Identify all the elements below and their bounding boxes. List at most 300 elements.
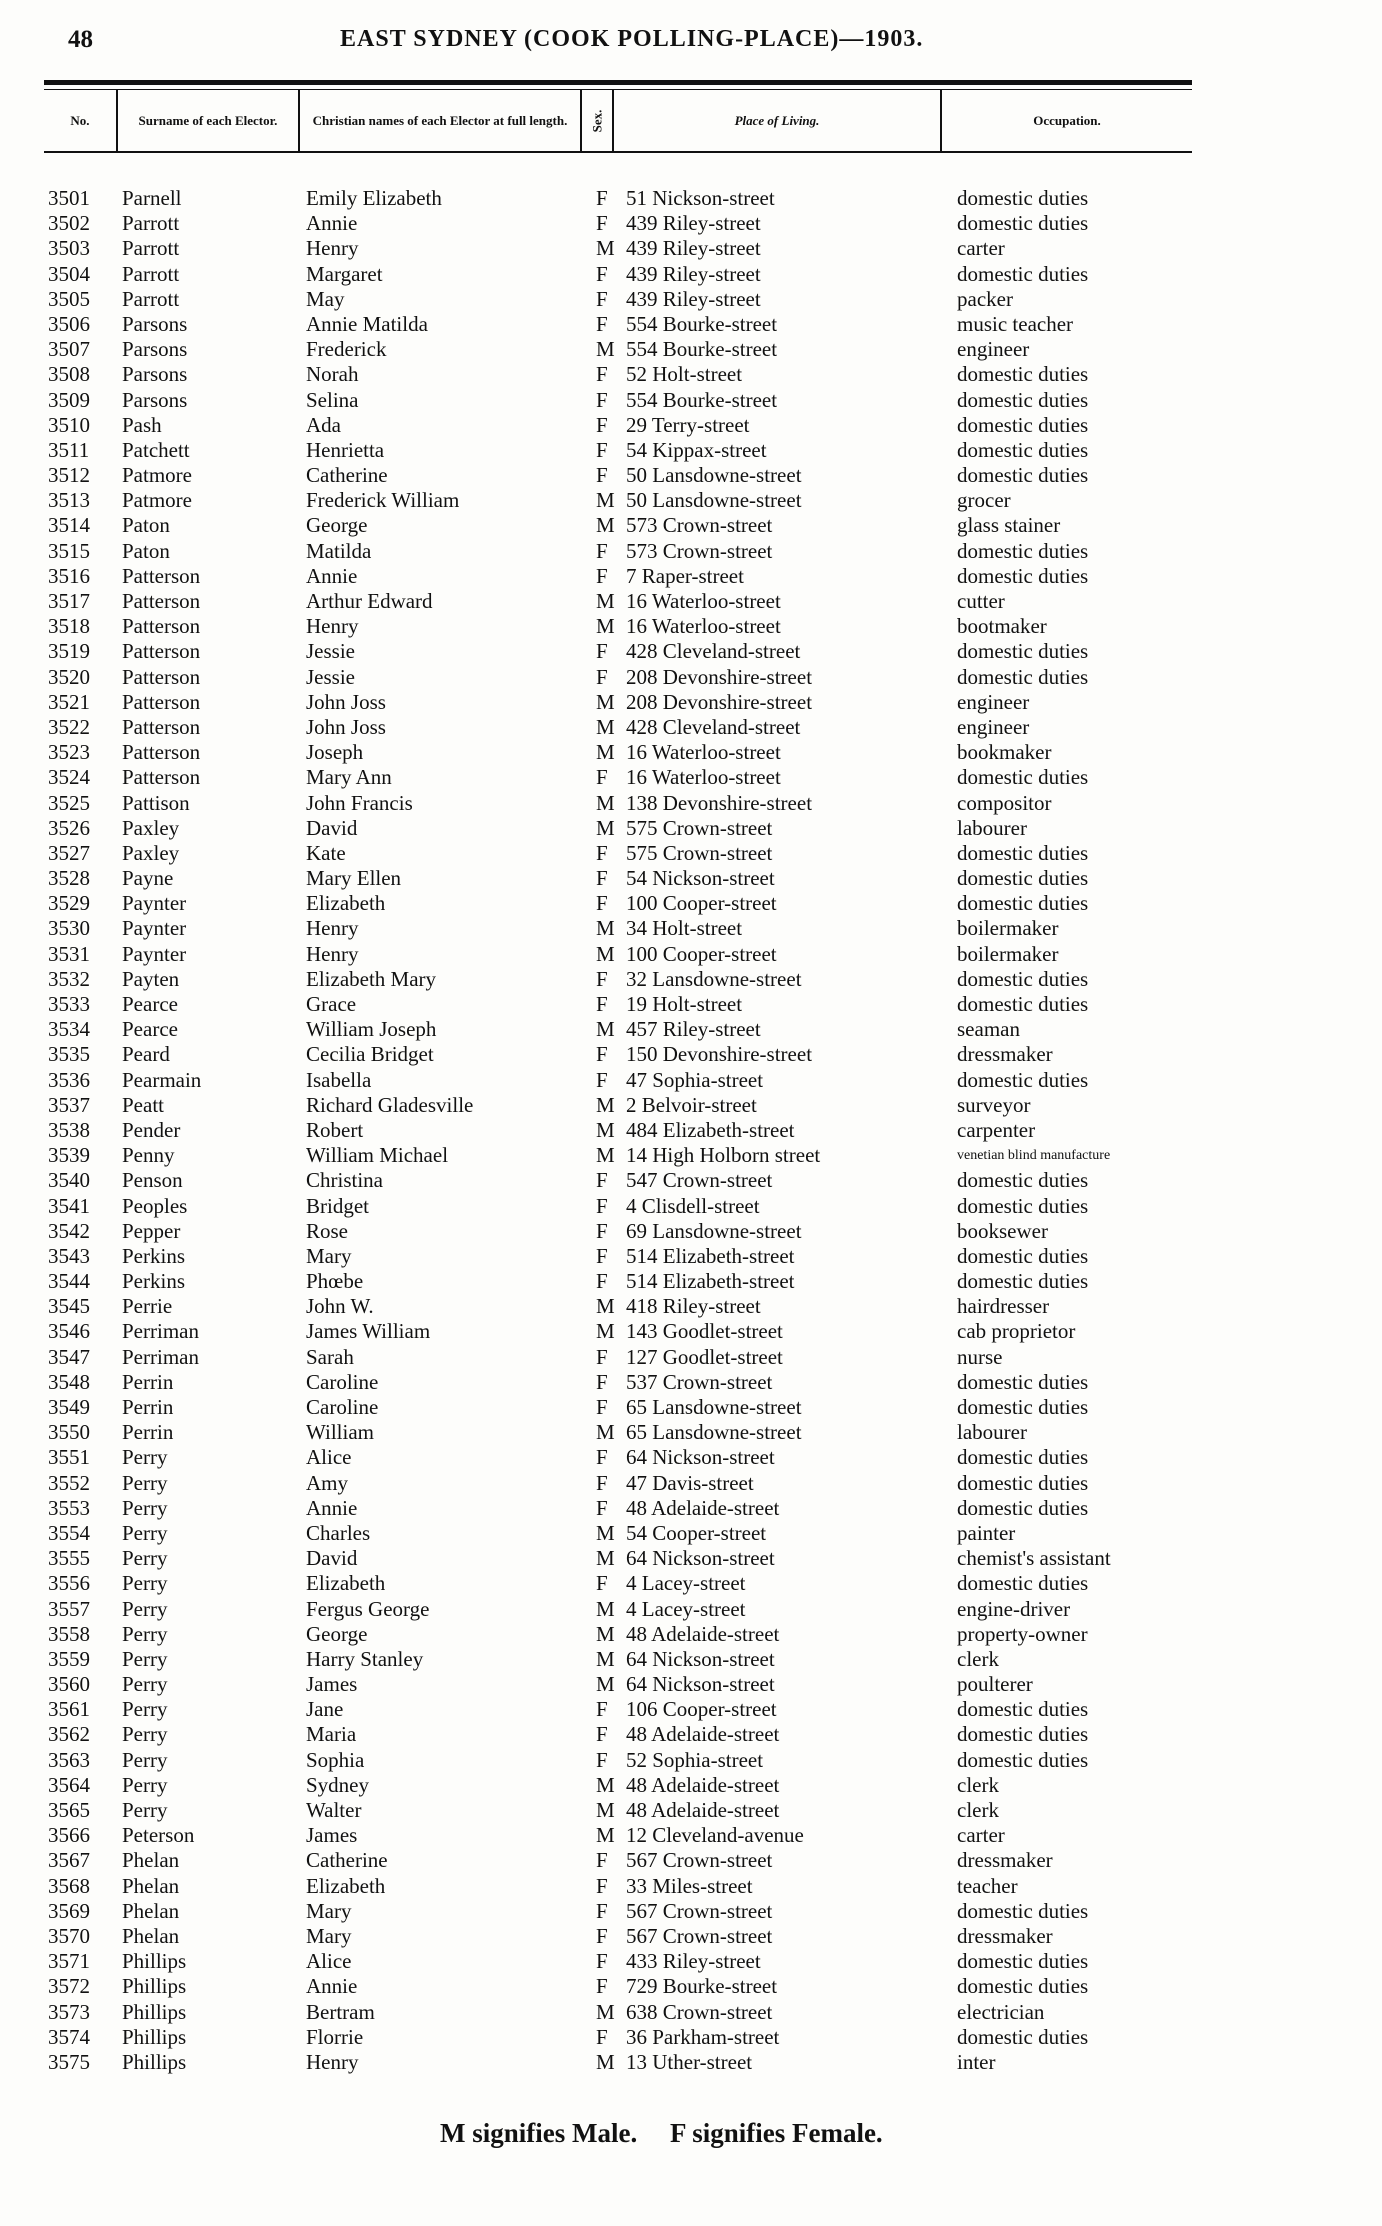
elector-occupation: clerk [957, 1798, 999, 1822]
elector-surname: Paynter [122, 941, 187, 966]
elector-christian-names: Henrietta [306, 437, 385, 462]
elector-christian-names: John W. [306, 1294, 374, 1319]
elector-christian-names: George [306, 1621, 368, 1646]
column-header-place: Place of Living. [734, 113, 820, 128]
elector-place-of-living: 514 Elizabeth-street [626, 1269, 795, 1294]
elector-sex: F [596, 765, 608, 790]
table-row [0, 2000, 1382, 2025]
elector-sex: F [596, 412, 608, 437]
elector-place-of-living: 16 Waterloo-street [626, 765, 781, 790]
elector-occupation: domestic duties [957, 387, 1089, 412]
elector-sex: M [596, 1294, 615, 1319]
elector-occupation: domestic duties [957, 1697, 1089, 1722]
elector-place-of-living: 575 Crown-street [626, 815, 773, 840]
elector-christian-names: Annie Matilda [306, 311, 428, 336]
elector-sex: F [596, 1697, 608, 1722]
elector-surname: Parsons [122, 337, 188, 362]
elector-christian-names: Henry [306, 916, 359, 941]
elector-place-of-living: 418 Riley-street [626, 1294, 761, 1319]
elector-occupation: grocer [957, 488, 1011, 513]
elector-surname: Phelan [122, 1923, 180, 1948]
elector-place-of-living: 48 Adelaide-street [626, 1798, 780, 1822]
elector-surname: Paynter [122, 891, 187, 916]
table-row [0, 211, 1382, 236]
elector-occupation: teacher [957, 1873, 1018, 1898]
elector-christian-names: Cecilia Bridget [306, 1042, 434, 1067]
elector-surname: Perry [122, 1697, 168, 1722]
elector-christian-names: Mary Ann [306, 765, 392, 790]
elector-number: 3507 [48, 337, 90, 362]
male-note: M signifies Male. [440, 2118, 638, 2148]
elector-surname: Parnell [122, 186, 182, 210]
elector-christian-names: John Joss [306, 689, 386, 714]
elector-christian-names: Jane [306, 1697, 344, 1722]
elector-surname: Pearce [122, 992, 178, 1016]
elector-christian-names: May [306, 286, 345, 311]
elector-occupation: surveyor [957, 1092, 1031, 1117]
elector-sex: F [596, 1571, 608, 1596]
elector-number: 3510 [48, 412, 90, 437]
elector-christian-names: James [306, 1823, 358, 1848]
elector-number: 3516 [48, 563, 90, 588]
elector-christian-names: George [306, 513, 368, 538]
table-row [0, 337, 1382, 362]
elector-sex: M [596, 513, 615, 538]
elector-christian-names: William Michael [306, 1143, 449, 1168]
elector-christian-names: Emily Elizabeth [306, 186, 442, 210]
elector-number: 3545 [48, 1294, 90, 1319]
elector-place-of-living: 65 Lansdowne-street [626, 1420, 802, 1445]
elector-sex: F [596, 1395, 608, 1419]
elector-surname: Patterson [122, 563, 201, 588]
table-row [0, 1017, 1382, 1042]
table-row [0, 1924, 1382, 1949]
elector-place-of-living: 638 Crown-street [626, 1999, 773, 2024]
elector-surname: Parrott [122, 261, 180, 286]
table-row [0, 967, 1382, 992]
elector-place-of-living: 484 Elizabeth-street [626, 1117, 795, 1142]
elector-number: 3534 [48, 1017, 90, 1042]
elector-sex: F [596, 286, 608, 311]
elector-surname: Peterson [122, 1823, 195, 1848]
elector-occupation: domestic duties [957, 966, 1089, 991]
elector-number: 3553 [48, 1495, 90, 1520]
elector-number: 3505 [48, 286, 90, 311]
elector-surname: Phillips [122, 1974, 187, 1999]
elector-christian-names: Bertram [306, 1999, 375, 2024]
elector-place-of-living: 52 Sophia-street [626, 1747, 764, 1772]
elector-sex: F [596, 1445, 608, 1470]
elector-christian-names: Rose [306, 1218, 348, 1243]
elector-surname: Perry [122, 1495, 168, 1520]
table-row [0, 1370, 1382, 1395]
elector-surname: Pearmain [122, 1067, 202, 1092]
elector-surname: Perry [122, 1445, 168, 1470]
table-row [0, 1471, 1382, 1496]
elector-sex: F [596, 563, 608, 588]
elector-place-of-living: 573 Crown-street [626, 513, 773, 538]
elector-number: 3511 [48, 437, 90, 462]
elector-occupation: domestic duties [957, 639, 1089, 664]
elector-sex: F [596, 1269, 608, 1294]
elector-sex: M [596, 790, 615, 815]
table-row [0, 488, 1382, 513]
elector-occupation: chemist's assistant [957, 1546, 1111, 1571]
elector-sex: M [596, 916, 615, 941]
elector-occupation: clerk [957, 1772, 999, 1797]
elector-place-of-living: 100 Cooper-street [626, 891, 777, 916]
elector-christian-names: John Joss [306, 714, 386, 739]
table-row [0, 841, 1382, 866]
elector-number: 3566 [48, 1823, 90, 1848]
elector-occupation: music teacher [957, 311, 1074, 336]
elector-place-of-living: 150 Devonshire-street [626, 1042, 813, 1067]
elector-christian-names: Catherine [306, 463, 388, 488]
elector-christian-names: Mary Ellen [306, 866, 402, 891]
table-row [0, 1042, 1382, 1067]
table-row [0, 1571, 1382, 1596]
electoral-roll-table [0, 186, 1382, 2075]
column-header-sex [582, 92, 612, 150]
elector-christian-names: Charles [306, 1520, 371, 1545]
elector-number: 3504 [48, 261, 90, 286]
elector-place-of-living: 48 Adelaide-street [626, 1772, 780, 1797]
elector-christian-names: Henry [306, 236, 359, 261]
elector-occupation: domestic duties [957, 186, 1089, 210]
elector-occupation: domestic duties [957, 992, 1089, 1016]
elector-place-of-living: 575 Crown-street [626, 840, 773, 865]
elector-christian-names: Fergus George [306, 1596, 430, 1621]
elector-number: 3522 [48, 714, 90, 739]
elector-christian-names: Frederick William [306, 488, 460, 513]
elector-surname: Phillips [122, 2024, 187, 2049]
elector-christian-names: John Francis [306, 790, 413, 815]
elector-christian-names: Amy [306, 1470, 348, 1495]
elector-place-of-living: 7 Raper-street [626, 563, 744, 588]
elector-occupation: domestic duties [957, 1949, 1089, 1974]
elector-christian-names: Ada [306, 412, 341, 437]
elector-place-of-living: 50 Lansdowne-street [626, 463, 802, 488]
elector-surname: Peoples [122, 1193, 188, 1218]
elector-number: 3506 [48, 311, 90, 336]
elector-sex: F [596, 362, 608, 387]
elector-occupation: cutter [957, 589, 1005, 613]
elector-occupation: labourer [957, 1420, 1027, 1445]
table-row [0, 1672, 1382, 1697]
elector-sex: F [596, 1722, 608, 1747]
table-row [0, 1345, 1382, 1370]
elector-number: 3520 [48, 664, 90, 689]
elector-sex: F [596, 437, 608, 462]
elector-surname: Parsons [122, 311, 188, 336]
elector-christian-names: Jessie [306, 639, 355, 664]
elector-number: 3538 [48, 1117, 90, 1142]
elector-occupation: domestic duties [957, 1445, 1089, 1470]
elector-place-of-living: 554 Bourke-street [626, 311, 778, 336]
elector-surname: Perriman [122, 1344, 199, 1369]
elector-occupation: nurse [957, 1344, 1003, 1369]
elector-number: 3536 [48, 1067, 90, 1092]
elector-surname: Pender [122, 1117, 181, 1142]
column-header-surname: Surname of each Elector. [138, 113, 278, 128]
elector-number: 3523 [48, 740, 90, 765]
table-row [0, 1219, 1382, 1244]
elector-surname: Payten [122, 966, 180, 991]
elector-place-of-living: 54 Kippax-street [626, 437, 767, 462]
elector-christian-names: Elizabeth Mary [306, 966, 437, 991]
elector-sex: F [596, 840, 608, 865]
elector-christian-names: Henry [306, 614, 359, 639]
elector-occupation: domestic duties [957, 1243, 1089, 1268]
elector-occupation: domestic duties [957, 211, 1089, 236]
elector-christian-names: David [306, 1546, 358, 1571]
elector-number: 3521 [48, 689, 90, 714]
elector-sex: M [596, 1017, 615, 1042]
elector-surname: Phelan [122, 1873, 180, 1898]
elector-christian-names: Robert [306, 1117, 364, 1142]
table-row [0, 2050, 1382, 2075]
elector-sex: F [596, 1898, 608, 1923]
elector-sex: F [596, 1923, 608, 1948]
elector-place-of-living: 50 Lansdowne-street [626, 488, 802, 513]
column-header-no: No. [70, 113, 90, 128]
elector-surname: Pearce [122, 1017, 178, 1042]
elector-place-of-living: 4 Clisdell-street [626, 1193, 760, 1218]
elector-surname: Patchett [122, 437, 190, 462]
elector-place-of-living: 54 Cooper-street [626, 1520, 767, 1545]
elector-christian-names: Margaret [306, 261, 383, 286]
table-row [0, 1068, 1382, 1093]
elector-place-of-living: 554 Bourke-street [626, 337, 778, 362]
elector-number: 3552 [48, 1470, 90, 1495]
elector-place-of-living: 573 Crown-street [626, 538, 773, 563]
elector-christian-names: Caroline [306, 1395, 379, 1419]
elector-surname: Perrin [122, 1420, 174, 1445]
table-row [0, 1269, 1382, 1294]
elector-place-of-living: 439 Riley-street [626, 261, 761, 286]
elector-number: 3573 [48, 1999, 90, 2024]
elector-christian-names: Norah [306, 362, 359, 387]
elector-sex: M [596, 1999, 615, 2024]
elector-surname: Paxley [122, 815, 180, 840]
elector-number: 3565 [48, 1798, 90, 1822]
elector-sex: M [596, 714, 615, 739]
elector-number: 3550 [48, 1420, 90, 1445]
table-row [0, 992, 1382, 1017]
elector-occupation: domestic duties [957, 362, 1089, 387]
elector-place-of-living: 127 Goodlet-street [626, 1344, 783, 1369]
elector-christian-names: Alice [306, 1445, 352, 1470]
elector-christian-names: Matilda [306, 538, 372, 563]
elector-place-of-living: 14 High Holborn street [626, 1143, 821, 1168]
elector-place-of-living: 143 Goodlet-street [626, 1319, 783, 1344]
elector-occupation: dressmaker [957, 1042, 1053, 1067]
elector-occupation: property-owner [957, 1621, 1088, 1646]
page-number: 48 [68, 26, 93, 53]
elector-number: 3559 [48, 1646, 90, 1671]
header-rule-thick [44, 80, 1192, 85]
table-row [0, 2025, 1382, 2050]
elector-surname: Paynter [122, 916, 187, 941]
elector-surname: Perry [122, 1470, 168, 1495]
table-row [0, 715, 1382, 740]
elector-sex: M [596, 236, 615, 261]
elector-number: 3575 [48, 2049, 90, 2074]
header-rule-thin [44, 89, 1192, 90]
table-row [0, 362, 1382, 387]
table-row [0, 1597, 1382, 1622]
table-row [0, 539, 1382, 564]
elector-place-of-living: 16 Waterloo-street [626, 614, 781, 639]
elector-surname: Penson [122, 1168, 183, 1193]
elector-sex: F [596, 891, 608, 916]
elector-number: 3527 [48, 840, 90, 865]
elector-christian-names: James William [306, 1319, 431, 1344]
table-row [0, 1244, 1382, 1269]
elector-sex: F [596, 387, 608, 412]
elector-number: 3530 [48, 916, 90, 941]
elector-occupation: painter [957, 1520, 1016, 1545]
column-header-christian: Christian names of each Elector at full length. [312, 113, 568, 128]
table-row [0, 740, 1382, 765]
table-row [0, 1622, 1382, 1647]
elector-occupation: domestic duties [957, 765, 1089, 790]
elector-number: 3568 [48, 1873, 90, 1898]
elector-occupation: clerk [957, 1646, 999, 1671]
elector-number: 3531 [48, 941, 90, 966]
elector-surname: Paxley [122, 840, 180, 865]
elector-number: 3548 [48, 1369, 90, 1394]
elector-surname: Perry [122, 1672, 168, 1697]
elector-occupation: compositor [957, 790, 1052, 815]
elector-place-of-living: 64 Nickson-street [626, 1445, 775, 1470]
elector-place-of-living: 48 Adelaide-street [626, 1722, 780, 1747]
table-row [0, 639, 1382, 664]
elector-sex: F [596, 1344, 608, 1369]
elector-occupation: inter [957, 2049, 996, 2074]
elector-surname: Parrott [122, 236, 180, 261]
elector-christian-names: Annie [306, 563, 358, 588]
elector-place-of-living: 52 Holt-street [626, 362, 743, 387]
elector-christian-names: Mary [306, 1243, 352, 1268]
elector-number: 3574 [48, 2024, 90, 2049]
elector-surname: Peard [122, 1042, 170, 1067]
elector-sex: F [596, 866, 608, 891]
elector-number: 3558 [48, 1621, 90, 1646]
elector-occupation: domestic duties [957, 1722, 1089, 1747]
elector-christian-names: Sarah [306, 1344, 354, 1369]
elector-christian-names: Florrie [306, 2024, 364, 2049]
elector-place-of-living: 547 Crown-street [626, 1168, 773, 1193]
elector-number: 3512 [48, 463, 90, 488]
elector-surname: Paton [122, 538, 170, 563]
elector-place-of-living: 32 Lansdowne-street [626, 966, 802, 991]
elector-surname: Perrin [122, 1369, 174, 1394]
elector-surname: Pepper [122, 1218, 181, 1243]
elector-surname: Perrie [122, 1294, 173, 1319]
elector-surname: Perry [122, 1747, 168, 1772]
elector-surname: Perry [122, 1621, 168, 1646]
elector-place-of-living: 439 Riley-street [626, 286, 761, 311]
elector-number: 3544 [48, 1269, 90, 1294]
elector-occupation: seaman [957, 1017, 1020, 1042]
elector-place-of-living: 208 Devonshire-street [626, 689, 813, 714]
elector-place-of-living: 64 Nickson-street [626, 1672, 775, 1697]
table-row [0, 186, 1382, 211]
elector-sex: M [596, 1596, 615, 1621]
elector-number: 3540 [48, 1168, 90, 1193]
elector-occupation: poulterer [957, 1672, 1033, 1697]
elector-christian-names: William [306, 1420, 374, 1445]
elector-sex: F [596, 186, 608, 210]
elector-number: 3569 [48, 1898, 90, 1923]
elector-number: 3537 [48, 1092, 90, 1117]
elector-occupation: bookmaker [957, 740, 1052, 765]
elector-place-of-living: 433 Riley-street [626, 1949, 761, 1974]
elector-occupation: domestic duties [957, 1168, 1089, 1193]
elector-occupation: hairdresser [957, 1294, 1050, 1319]
elector-occupation: bootmaker [957, 614, 1047, 639]
elector-christian-names: Isabella [306, 1067, 372, 1092]
table-row [0, 236, 1382, 261]
elector-occupation: domestic duties [957, 891, 1089, 916]
elector-occupation: labourer [957, 815, 1027, 840]
page-title: EAST SYDNEY (COOK POLLING-PLACE)—1903. [340, 26, 924, 52]
elector-christian-names: Richard Gladesville [306, 1092, 474, 1117]
elector-christian-names: Bridget [306, 1193, 369, 1218]
elector-place-of-living: 48 Adelaide-street [626, 1621, 780, 1646]
elector-christian-names: Joseph [306, 740, 364, 765]
elector-place-of-living: 567 Crown-street [626, 1898, 773, 1923]
elector-christian-names: Henry [306, 941, 359, 966]
elector-number: 3567 [48, 1848, 90, 1873]
table-row [0, 1496, 1382, 1521]
elector-occupation: domestic duties [957, 664, 1089, 689]
elector-christian-names: Kate [306, 840, 346, 865]
elector-occupation: domestic duties [957, 2024, 1089, 2049]
elector-sex: M [596, 1772, 615, 1797]
elector-sex: F [596, 1848, 608, 1873]
elector-number: 3543 [48, 1243, 90, 1268]
table-row [0, 1823, 1382, 1848]
elector-place-of-living: 138 Devonshire-street [626, 790, 813, 815]
elector-christian-names: Sydney [306, 1772, 369, 1797]
elector-christian-names: Elizabeth [306, 1571, 386, 1596]
elector-number: 3519 [48, 639, 90, 664]
elector-sex: M [596, 1621, 615, 1646]
elector-place-of-living: 106 Cooper-street [626, 1697, 777, 1722]
elector-number: 3557 [48, 1596, 90, 1621]
elector-occupation: cab proprietor [957, 1319, 1076, 1344]
table-row [0, 1546, 1382, 1571]
table-row [0, 388, 1382, 413]
elector-sex: F [596, 1243, 608, 1268]
elector-surname: Patterson [122, 589, 201, 613]
table-row [0, 413, 1382, 438]
elector-place-of-living: 428 Cleveland-street [626, 714, 801, 739]
elector-christian-names: Sophia [306, 1747, 365, 1772]
elector-surname: Perriman [122, 1319, 199, 1344]
elector-number: 3571 [48, 1949, 90, 1974]
elector-surname: Perry [122, 1571, 168, 1596]
elector-surname: Phillips [122, 2049, 187, 2074]
elector-place-of-living: 4 Lacey-street [626, 1596, 746, 1621]
elector-number: 3564 [48, 1772, 90, 1797]
elector-sex: M [596, 941, 615, 966]
table-row [0, 1395, 1382, 1420]
elector-sex: F [596, 1369, 608, 1394]
elector-place-of-living: 567 Crown-street [626, 1848, 773, 1873]
